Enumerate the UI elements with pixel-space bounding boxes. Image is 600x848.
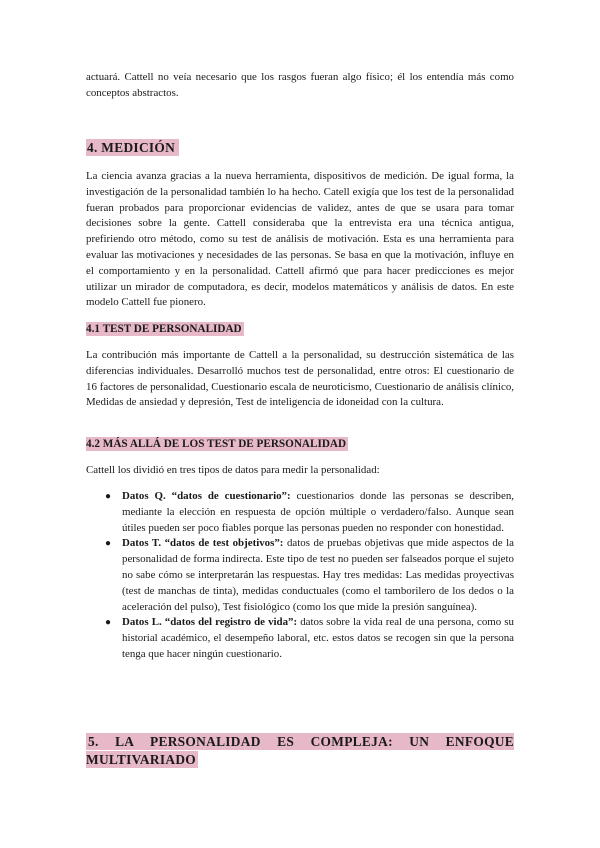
data-types-list (86, 489, 514, 663)
list-item-text: datos de pruebas objetivas que mide aspectos de la personalidad de forma indirecta. Este tipo de test no pueden ser falseados porque el sujeto no sabe cómo se interpretarán las respuestas. Hay tres medidas: Las medidas proyectivas (test de manchas de tinta), medidas conductuales (como el tamborilero de los dedos o la aceleración del pulso), Test fisiológico (como los que mide la presión sanguínea). (122, 537, 514, 613)
intro-text-block (86, 70, 514, 102)
list-item-text: datos sobre la vida real de una persona, como su historial académico, el desempeño laboral, etc. estos datos se recogen sin que la persona tenga que hacer ningún cuestionario. (122, 616, 514, 660)
section-4-1-paragraph: La contribución más importante de Cattell a la personalidad, su destrucción sistemática de las diferencias individuales. Desarrolló muchos test de personalidad, entre otros: El cuestionario de 16 factores de personalidad, Cuestionario escala de neuroticismo, Cuestionario de análisis clínico, Medidas de ansiedad y depresión, Test de inteligencia de idoneidad con la cultura. (86, 349, 514, 409)
section-4-1-body (86, 348, 514, 411)
list-item-text: cuestionarios donde las personas se describen, mediante la elección en respuesta de opción múltiple o verdadero/falso. Aunque sean útiles pueden ser poco fiables porque las personas pueden no responder con honestidad. (122, 490, 514, 534)
bullet-icon: ● (105, 538, 112, 550)
section-4-2-lead: Cattell los dividió en tres tipos de datos para medir la personalidad: (86, 464, 380, 476)
section-5-heading (86, 733, 514, 769)
section-4-heading (86, 139, 514, 157)
section-4-1-title: 4.1 TEST DE PERSONALIDAD (86, 323, 242, 335)
list-item (86, 536, 514, 615)
section-4-paragraph: La ciencia avanza gracias a la nueva herramienta, dispositivos de medición. De igual forma, la investigación de la personalidad también lo ha hecho. Catell exigía que los test de la personalidad fueran probados para proporcionar evidencias de validez, antes de que se usara para tomar decisiones sobre la gente. Cattell consideraba que la entrevista era una técnica antigua, prefiriendo otro método, como su test de análisis de motivación. Esta es una herramienta para evaluar las motivaciones y necesidades de las personas. Se basa en que la motivación, influye en el comportamiento y en la personalidad. Cattell afirmó que para hacer predicciones es mejor utilizar un mirador de computadora, es decir, modelos matemáticos y análisis de datos. En este modelo Cattell fue pionero. (86, 170, 514, 309)
bullet-icon: ● (105, 617, 112, 629)
list-item-term: Datos Q. “datos de cuestionario”: (122, 490, 291, 502)
list-item-term: Datos L. “datos del registro de vida”: (122, 616, 298, 629)
section-4-1-heading (86, 321, 514, 337)
section-5-title: 5. LA PERSONALIDAD ES COMPLEJA: UN ENFOQUE MULTIVARIADO (86, 734, 514, 767)
list-item-term: Datos T. “datos de test objetivos”: (122, 537, 284, 550)
bullet-icon: ● (105, 491, 112, 502)
section-4-title: 4. MEDICIÓN (86, 139, 179, 156)
intro-paragraph: actuará. Cattell no veía necesario que los rasgos fueran algo físico; él los entendía más como conceptos abstractos. (86, 71, 514, 99)
section-4-2-heading (86, 436, 514, 452)
list-item (86, 489, 514, 536)
section-4-body (86, 169, 514, 311)
data-types-list-block (86, 489, 514, 663)
section-4-2-lead-block (86, 463, 514, 479)
section-4-2-title: 4.2 MÁS ALLÁ DE LOS TEST DE PERSONALIDAD (86, 438, 347, 450)
list-item (86, 615, 514, 662)
